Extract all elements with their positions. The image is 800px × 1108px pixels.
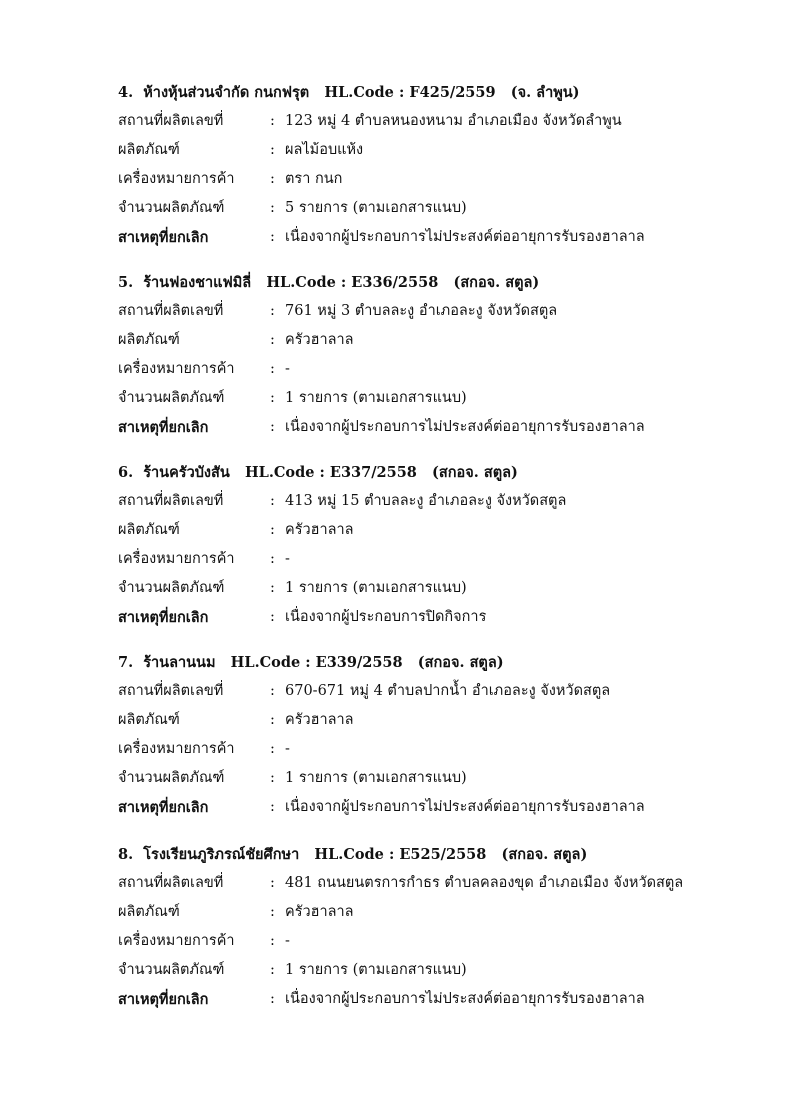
count-value: 1 รายการ (ตามเอกสารแนบ) [285, 962, 467, 978]
product-label: ผลิตภัณฑ์ [118, 522, 180, 538]
trademark-label: เครื่องหมายการค้า [118, 551, 235, 567]
entry-5 [118, 269, 758, 442]
trademark-value: - [285, 551, 290, 567]
entry-header [118, 269, 758, 297]
trademark-row [118, 735, 758, 764]
entry-region: (สกอจ. สตูล) [453, 274, 540, 291]
count-row [118, 574, 758, 603]
trademark-label: เครื่องหมายการค้า [118, 933, 235, 949]
address-row [118, 487, 758, 516]
colon: : [270, 493, 275, 509]
reason-value: เนื่องจากผู้ประกอบการไม่ประสงค์ต่ออายุการรับรองฮาลาล [285, 229, 645, 245]
colon: : [270, 419, 275, 435]
entry-name: ร้านฟองชาแฟมิลี่ [143, 274, 252, 291]
count-label: จำนวนผลิตภัณฑ์ [118, 962, 225, 978]
product-row [118, 326, 758, 355]
product-value: ครัวฮาลาล [285, 712, 354, 728]
trademark-label: เครื่องหมายการค้า [118, 741, 235, 757]
entry-code: HL.Code : E336/2558 [266, 274, 439, 291]
reason-value: เนื่องจากผู้ประกอบการปิดกิจการ [285, 609, 487, 625]
address-label: สถานที่ผลิตเลขที่ [118, 113, 224, 129]
address-value: 481 ถนนยนตรการกำธร ตำบลคลองขุด อำเภอเมือง จังหวัดสตูล [285, 875, 684, 891]
product-value: ครัวฮาลาล [285, 332, 354, 348]
trademark-value: ตรา กนก [285, 171, 343, 187]
product-label: ผลิตภัณฑ์ [118, 142, 180, 158]
trademark-row [118, 545, 758, 574]
colon: : [270, 609, 275, 625]
product-value: ครัวฮาลาล [285, 904, 354, 920]
entry-4 [118, 79, 758, 252]
entry-region: (สกอจ. สตูล) [501, 846, 588, 863]
entry-header [118, 841, 758, 869]
address-row [118, 677, 758, 706]
colon: : [270, 390, 275, 406]
reason-label: สาเหตุที่ยกเลิก [118, 799, 209, 816]
address-label: สถานที่ผลิตเลขที่ [118, 875, 224, 891]
count-value: 1 รายการ (ตามเอกสารแนบ) [285, 770, 467, 786]
reason-row [118, 793, 758, 822]
entry-7 [118, 649, 758, 822]
entry-region: (จ. ลำพูน) [510, 84, 580, 101]
trademark-row [118, 927, 758, 956]
count-value: 1 รายการ (ตามเอกสารแนบ) [285, 580, 467, 596]
product-row [118, 706, 758, 735]
entry-number: 4. [118, 84, 134, 101]
entry-code: HL.Code : E525/2558 [314, 846, 487, 863]
count-label: จำนวนผลิตภัณฑ์ [118, 770, 225, 786]
colon: : [270, 962, 275, 978]
count-row [118, 194, 758, 223]
colon: : [270, 991, 275, 1007]
colon: : [270, 142, 275, 158]
reason-value: เนื่องจากผู้ประกอบการไม่ประสงค์ต่ออายุการรับรองฮาลาล [285, 799, 645, 815]
address-value: 761 หมู่ 3 ตำบลละงู อำเภอละงู จังหวัดสตูล [285, 303, 558, 319]
entry-region: (สกอจ. สตูล) [417, 654, 504, 671]
reason-row [118, 985, 758, 1014]
address-value: 123 หมู่ 4 ตำบลหนองหนาม อำเภอเมือง จังหวัดลำพูน [285, 113, 622, 129]
count-label: จำนวนผลิตภัณฑ์ [118, 200, 225, 216]
entry-code: HL.Code : F425/2559 [324, 84, 496, 101]
reason-label: สาเหตุที่ยกเลิก [118, 229, 209, 246]
colon: : [270, 770, 275, 786]
entry-header [118, 459, 758, 487]
product-value: ครัวฮาลาล [285, 522, 354, 538]
count-value: 1 รายการ (ตามเอกสารแนบ) [285, 390, 467, 406]
entry-header [118, 79, 758, 107]
entry-number: 5. [118, 274, 134, 291]
reason-value: เนื่องจากผู้ประกอบการไม่ประสงค์ต่ออายุการรับรองฮาลาล [285, 419, 645, 435]
entry-name: โรงเรียนภูริภรณ์ชัยศึกษา [143, 846, 300, 863]
count-value: 5 รายการ (ตามเอกสารแนบ) [285, 200, 467, 216]
trademark-row [118, 165, 758, 194]
trademark-row [118, 355, 758, 384]
colon: : [270, 522, 275, 538]
colon: : [270, 580, 275, 596]
entry-6 [118, 459, 758, 632]
colon: : [270, 683, 275, 699]
colon: : [270, 229, 275, 245]
colon: : [270, 904, 275, 920]
address-row [118, 869, 758, 898]
product-row [118, 136, 758, 165]
reason-value: เนื่องจากผู้ประกอบการไม่ประสงค์ต่ออายุการรับรองฮาลาล [285, 991, 645, 1007]
count-row [118, 956, 758, 985]
trademark-label: เครื่องหมายการค้า [118, 361, 235, 377]
trademark-value: - [285, 741, 290, 757]
entry-name: ห้างหุ้นส่วนจำกัด กนกฟรุต [143, 84, 310, 101]
trademark-label: เครื่องหมายการค้า [118, 171, 235, 187]
product-label: ผลิตภัณฑ์ [118, 332, 180, 348]
reason-label: สาเหตุที่ยกเลิก [118, 419, 209, 436]
entry-8 [118, 841, 758, 1014]
entry-code: HL.Code : E337/2558 [244, 464, 417, 481]
entry-header [118, 649, 758, 677]
entry-name: ร้านลานนม [143, 654, 216, 671]
count-label: จำนวนผลิตภัณฑ์ [118, 390, 225, 406]
address-label: สถานที่ผลิตเลขที่ [118, 303, 224, 319]
address-row [118, 107, 758, 136]
colon: : [270, 113, 275, 129]
trademark-value: - [285, 361, 290, 377]
trademark-value: - [285, 933, 290, 949]
colon: : [270, 171, 275, 187]
colon: : [270, 741, 275, 757]
colon: : [270, 303, 275, 319]
colon: : [270, 799, 275, 815]
product-label: ผลิตภัณฑ์ [118, 904, 180, 920]
reason-row [118, 223, 758, 252]
entry-number: 7. [118, 654, 134, 671]
reason-row [118, 413, 758, 442]
colon: : [270, 712, 275, 728]
reason-row [118, 603, 758, 632]
address-label: สถานที่ผลิตเลขที่ [118, 683, 224, 699]
count-row [118, 764, 758, 793]
entry-number: 6. [118, 464, 134, 481]
colon: : [270, 551, 275, 567]
count-label: จำนวนผลิตภัณฑ์ [118, 580, 225, 596]
address-label: สถานที่ผลิตเลขที่ [118, 493, 224, 509]
product-value: ผลไม้อบแห้ง [285, 142, 364, 158]
colon: : [270, 332, 275, 348]
entry-code: HL.Code : E339/2558 [230, 654, 403, 671]
address-value: 670-671 หมู่ 4 ตำบลปากน้ำ อำเภอละงู จังหวัดสตูล [285, 683, 611, 699]
product-row [118, 898, 758, 927]
address-value: 413 หมู่ 15 ตำบลละงู อำเภอละงู จังหวัดสตูล [285, 493, 567, 509]
colon: : [270, 361, 275, 377]
colon: : [270, 200, 275, 216]
count-row [118, 384, 758, 413]
product-row [118, 516, 758, 545]
entry-region: (สกอจ. สตูล) [432, 464, 518, 481]
product-label: ผลิตภัณฑ์ [118, 712, 180, 728]
address-row [118, 297, 758, 326]
reason-label: สาเหตุที่ยกเลิก [118, 991, 209, 1008]
colon: : [270, 933, 275, 949]
entry-name: ร้านครัวบังสัน [143, 464, 230, 481]
reason-label: สาเหตุที่ยกเลิก [118, 609, 209, 626]
entry-number: 8. [118, 846, 134, 863]
colon: : [270, 875, 275, 891]
